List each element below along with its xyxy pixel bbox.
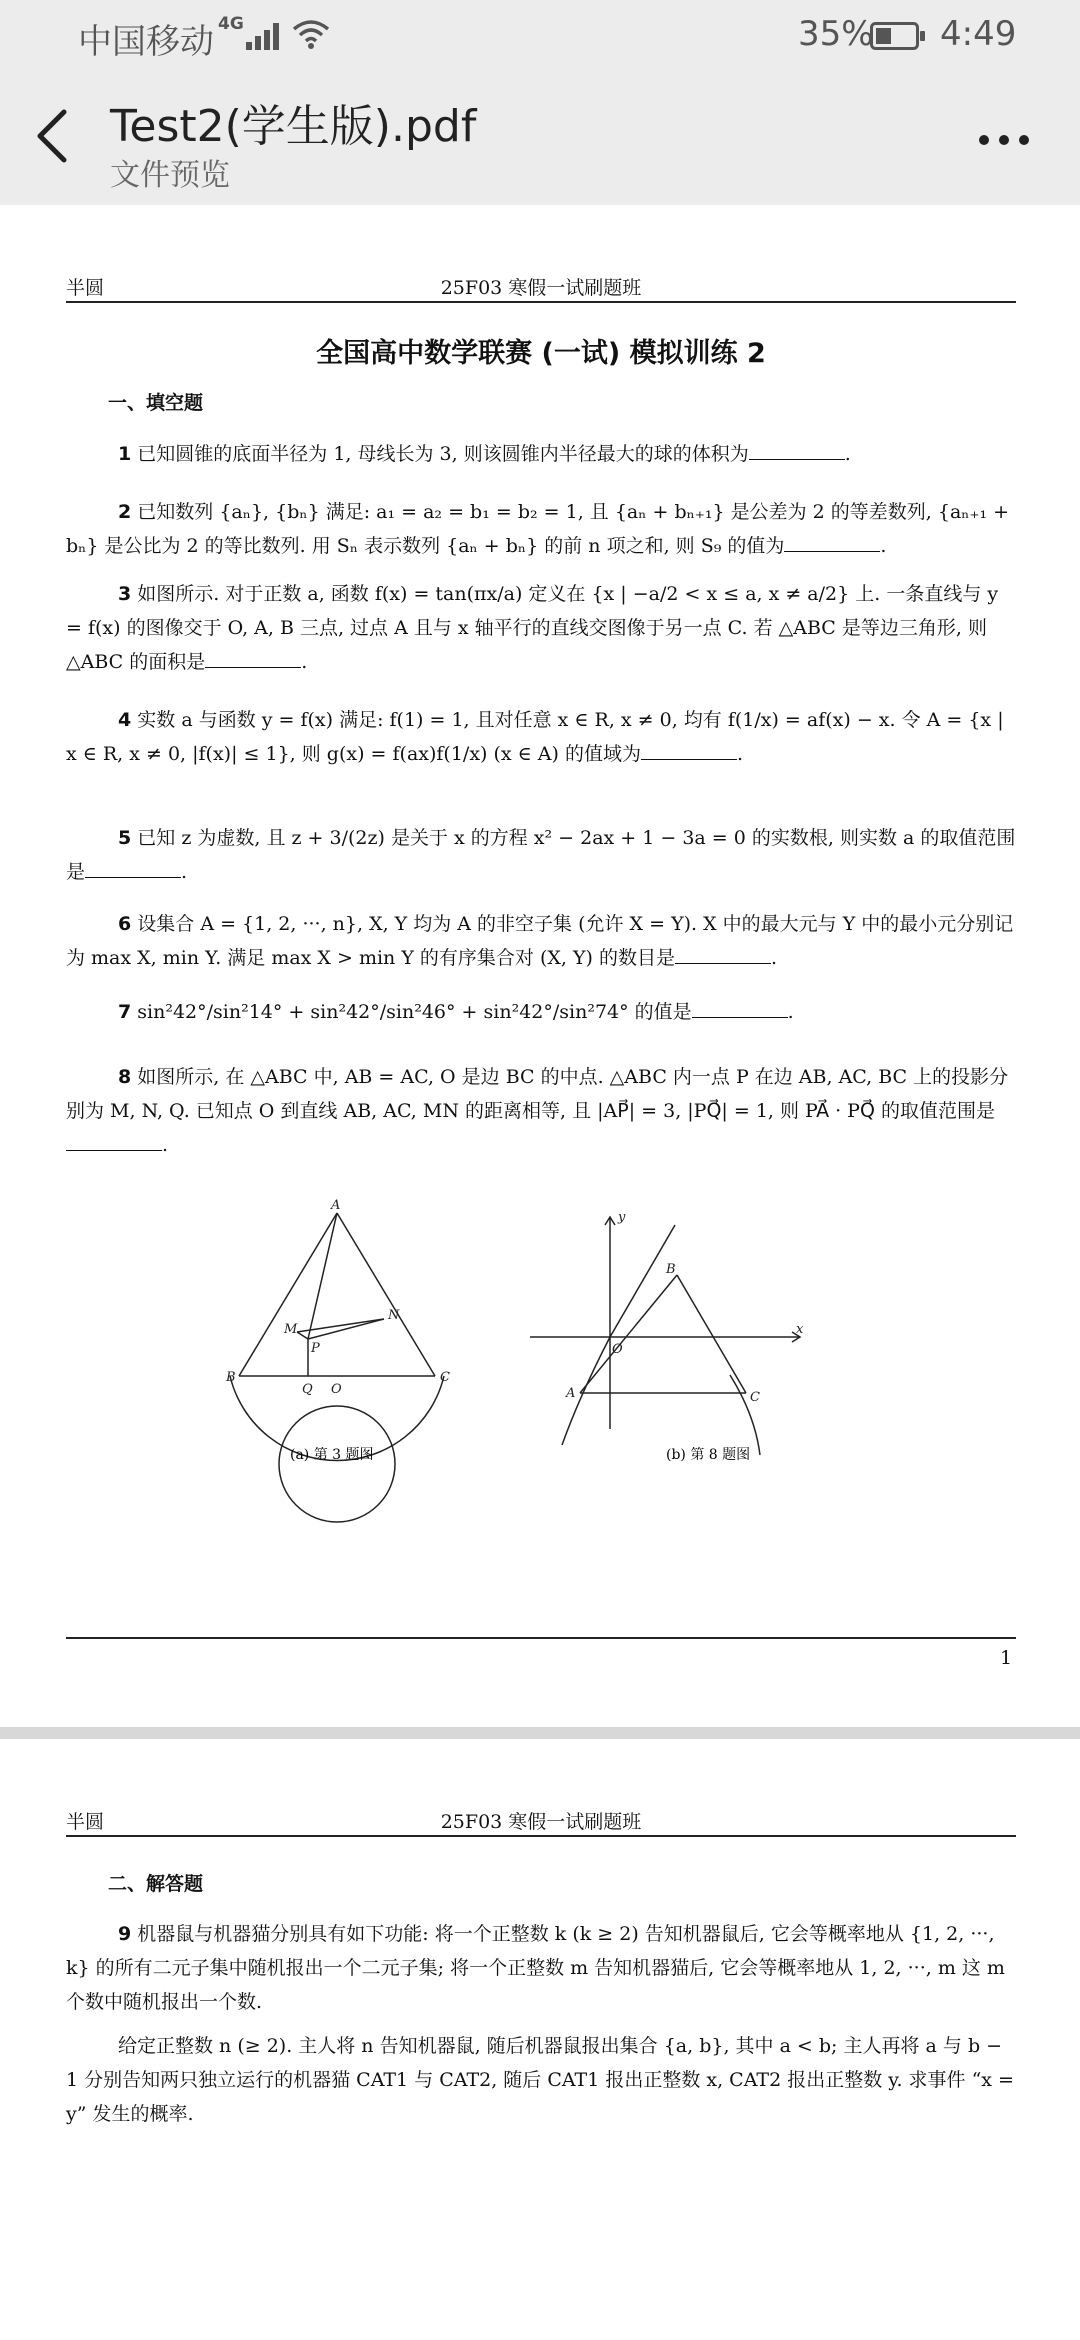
- clock: 4:49: [940, 14, 1017, 54]
- problem-9: [66, 1917, 1016, 2019]
- problem-8: [66, 1060, 1016, 1162]
- problem-number: 1: [118, 443, 132, 465]
- problem-tail: .: [736, 743, 743, 765]
- answer-blank: [66, 1150, 162, 1151]
- problem-text: 已知 z 为虚数, 且 z + 3/(2z) 是关于 x 的方程 x² − 2ax + 1 − 3a = 0 的实数根, 则实数 a 的取值范围是: [66, 827, 1016, 883]
- problem-number: 5: [118, 827, 132, 849]
- header-author: 半圆: [66, 277, 105, 299]
- battery-percent: 35%: [798, 14, 874, 54]
- fig-b-label-c: C: [750, 1390, 760, 1405]
- fig-a-label-m: M: [284, 1322, 298, 1337]
- problem-7: [66, 995, 1016, 1029]
- fig-b-label-o: O: [612, 1342, 623, 1357]
- figure-b-caption: (b) 第 8 题图: [666, 1447, 751, 1463]
- problem-tail: .: [301, 651, 308, 673]
- problem-text: sin²42°/sin²14° + sin²42°/sin²46° + sin²42°/sin²74° 的值是: [137, 1001, 692, 1023]
- problem-text: 给定正整数 n (≥ 2). 主人将 n 告知机器鼠, 随后机器鼠报出集合 {a, b}, 其中 a < b; 主人再将 a 与 b − 1 分别告知两只独立运行的机器猫 CAT1 与 CAT2, 随后 CAT1 报出正整数 x, CAT2 报出正整数 y. 求事件 “x = y” 发生的概率.: [66, 2035, 1014, 2125]
- page-number: 1: [1000, 1647, 1013, 1669]
- header-author: 半圆: [66, 1811, 105, 1833]
- header-course: 25F03 寒假一试刷题班: [440, 277, 642, 299]
- fig-b-label-x: x: [796, 1322, 804, 1337]
- fig-a-label-p: P: [311, 1341, 320, 1356]
- problem-text: 已知数列 {aₙ}, {bₙ} 满足: a₁ = a₂ = b₁ = b₂ = 1, 且 {aₙ + bₙ₊₁} 是公差为 2 的等差数列, {aₙ₊₁ + bₙ} 是公比为 2 的等比数列. 用 Sₙ 表示数列 {aₙ + bₙ} 的前 n 项之和, 则 S₉ 的值为: [66, 501, 1010, 557]
- figures: [200, 1195, 900, 1595]
- answer-blank: [641, 759, 737, 760]
- problem-number: 3: [118, 583, 132, 605]
- footer-rule: [66, 1637, 1016, 1639]
- signal-icon: [246, 22, 284, 50]
- problem-text: 机器鼠与机器猫分别具有如下功能: 将一个正整数 k (k ≥ 2) 告知机器鼠后, 它会等概率地从 {1, 2, ···, k} 的所有二元子集中随机报出一个二元子集; 将一个正整数 m 告知机器猫后, 它会等概率地从 1, 2, ···, m 这 m 个数中随机报出一个数.: [66, 1923, 1005, 2013]
- carrier-name: 中国移动: [78, 22, 214, 62]
- fig-a-label-b: B: [226, 1370, 236, 1385]
- problem-number: 4: [118, 709, 132, 731]
- fig-b-label-y: y: [618, 1210, 626, 1225]
- problem-text: 如图所示. 对于正数 a, 函数 f(x) = tan(πx/a) 定义在 {x | −a/2 < x ≤ a, x ≠ a/2} 上. 一条直线与 y = f(x) 的图像交于 O, A, B 三点, 过点 A 且与 x 轴平行的直线交图像于另一点 C. 若 △ABC 是等边三角形, 则 △ABC 的面积是: [66, 583, 999, 673]
- problem-1: [66, 437, 1016, 471]
- app-bar: [0, 72, 1080, 205]
- problem-tail: .: [770, 947, 778, 969]
- fig-b-label-a: A: [566, 1386, 576, 1401]
- pdf-page-1[interactable]: [0, 205, 1080, 1727]
- problem-tail: .: [844, 443, 851, 465]
- answer-blank: [675, 963, 771, 964]
- answer-blank: [784, 551, 880, 552]
- page-header: [66, 269, 1016, 303]
- problem-5: [66, 821, 1016, 889]
- problem-text: 已知圆锥的底面半径为 1, 母线长为 3, 则该圆锥内半径最大的球的体积为: [137, 443, 749, 465]
- answer-blank: [749, 459, 845, 460]
- problem-9-part-2: [66, 2029, 1016, 2131]
- problem-text: 如图所示, 在 △ABC 中, AB = AC, O 是边 BC 的中点. △ABC 内一点 P 在边 AB, AC, BC 上的投影分别为 M, N, Q. 已知点 O 到直线 AB, AC, MN 的距离相等, 且 |AP⃗| = 3, |PQ⃗| = 1, 则 PA⃗ · PQ⃗ 的取值范围是: [66, 1066, 1009, 1122]
- figure-b: [530, 1217, 800, 1455]
- status-bar: [0, 0, 1080, 70]
- answer-blank: [692, 1017, 788, 1018]
- problem-tail: .: [880, 535, 887, 557]
- top-bar: [0, 0, 1080, 205]
- problem-number: 6: [118, 913, 132, 935]
- fig-a-label-q: Q: [302, 1382, 313, 1397]
- problem-number: 8: [118, 1066, 132, 1088]
- page-separator: [0, 1727, 1080, 1739]
- fig-a-label-c: C: [440, 1370, 450, 1385]
- problem-3: [66, 577, 1016, 679]
- problem-number: 7: [118, 1001, 132, 1023]
- fig-a-label-a: A: [331, 1198, 341, 1213]
- network-type: 4G: [218, 14, 244, 34]
- header-course: 25F03 寒假一试刷题班: [440, 1811, 642, 1833]
- exam-title: 全国高中数学联赛 (一试) 模拟训练 2: [316, 338, 766, 369]
- back-arrow-icon[interactable]: [30, 106, 74, 166]
- fig-a-label-o: O: [331, 1382, 342, 1397]
- problem-6: [66, 907, 1016, 975]
- answer-blank: [85, 877, 181, 878]
- section-heading: 二、解答题: [108, 1873, 204, 1895]
- section-heading: 一、填空题: [108, 392, 204, 414]
- problem-text: 实数 a 与函数 y = f(x) 满足: f(1) = 1, 且对任意 x ∈ R, x ≠ 0, 均有 f(1/x) = af(x) − x. 令 A = {x | x ∈ R, x ≠ 0, |f(x)| ≤ 1}, 则 g(x) = f(ax)f(1/x) (x ∈ A) 的值域为: [66, 709, 1004, 765]
- problem-4: [66, 703, 1016, 771]
- problem-text: 设集合 A = {1, 2, ···, n}, X, Y 均为 A 的非空子集 (允许 X = Y). X 中的最大元与 Y 中的最小元分别记为 max X, min Y. 满足 max X > min Y 的有序集合对 (X, Y) 的数目是: [66, 913, 1014, 969]
- wifi-icon: [292, 18, 330, 50]
- figure-a-caption: (a) 第 3 题图: [290, 1447, 374, 1463]
- fig-a-label-n: N: [388, 1308, 400, 1323]
- answer-blank: [205, 667, 301, 668]
- more-options-icon[interactable]: [974, 110, 1034, 170]
- battery-icon: [870, 22, 926, 50]
- problem-number: 2: [118, 501, 132, 523]
- fig-b-label-b: B: [666, 1262, 676, 1277]
- problem-number: 9: [118, 1923, 132, 1945]
- problem-tail: .: [787, 1001, 794, 1023]
- pdf-page-2[interactable]: [0, 1739, 1080, 2340]
- problem-2: [66, 495, 1016, 563]
- problem-tail: .: [181, 861, 188, 883]
- page-header: [66, 1803, 1016, 1837]
- document-title: Test2(学生版).pdf: [110, 101, 477, 152]
- document-subtitle: 文件预览: [110, 158, 230, 193]
- problem-tail: .: [162, 1134, 169, 1156]
- figure-a: [230, 1213, 444, 1522]
